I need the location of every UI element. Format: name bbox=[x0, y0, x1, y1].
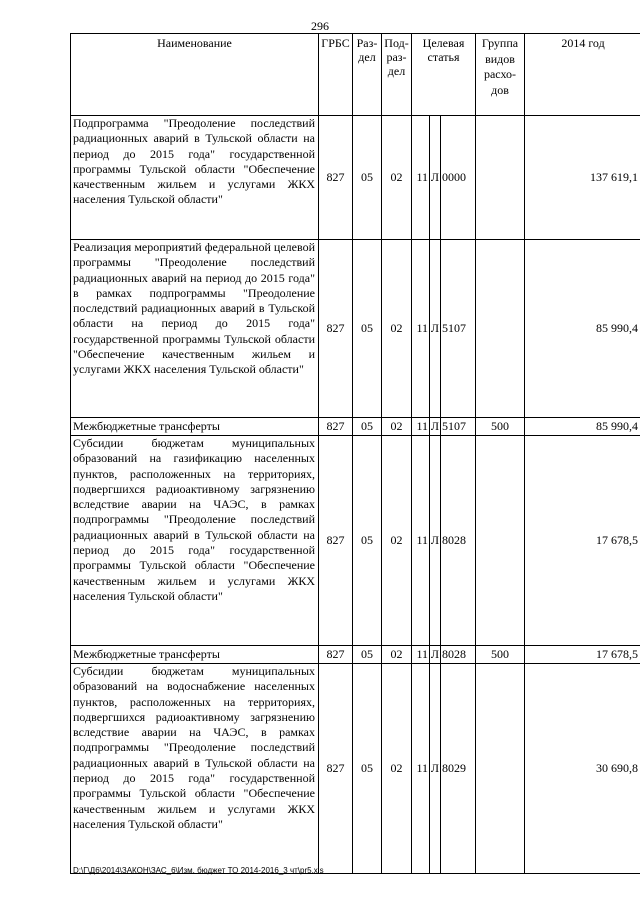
row-razdel: 05 bbox=[353, 664, 382, 874]
file-path-footer: D:\Г\Д6\2014\ЗАКОН\ЗАС_6\Изм. бюджет ТО 2014-2016_3 чт\pr5.xls bbox=[73, 866, 324, 875]
table-row bbox=[71, 664, 640, 874]
row-cs1: 11 bbox=[412, 240, 430, 418]
page-number: 296 bbox=[311, 19, 329, 33]
row-amount: 85 990,4 bbox=[525, 418, 640, 436]
row-cs1: 11 bbox=[412, 418, 430, 436]
row-podrazdel: 02 bbox=[382, 436, 412, 646]
row-cs2: Л bbox=[430, 436, 441, 646]
row-cs3: 5107 bbox=[441, 418, 476, 436]
table-row bbox=[71, 646, 640, 664]
row-group bbox=[476, 436, 525, 646]
row-cs1: 11 bbox=[412, 116, 430, 240]
row-cs3: 8028 bbox=[441, 436, 476, 646]
row-cs3: 0000 bbox=[441, 116, 476, 240]
row-grbs: 827 bbox=[319, 116, 353, 240]
row-name: Межбюджетные трансферты bbox=[71, 646, 319, 664]
header-year: 2014 год bbox=[525, 34, 640, 116]
row-amount: 137 619,1 bbox=[525, 116, 640, 240]
row-podrazdel: 02 bbox=[382, 646, 412, 664]
row-grbs: 827 bbox=[319, 240, 353, 418]
row-amount: 17 678,5 bbox=[525, 436, 640, 646]
header-grbs: ГРБС bbox=[319, 34, 353, 116]
row-name: Подпрограмма "Преодоление последствий радиационных аварий в Тульской области на период до 2015 года" государственной программы Тульской области "Обеспечение качественным жильем и услугами ЖКХ населения Тульской области" bbox=[71, 116, 319, 240]
header-name: Наименование bbox=[71, 34, 319, 116]
header-podrazdel: Под- раз- дел bbox=[382, 34, 412, 116]
row-name: Субсидии бюджетам муниципальных образований на водоснабжение населенных пунктов, расположенных на территориях, подвергшихся радиоактивному загрязнению вследствие аварии на ЧАЭС, в рамках подпрограммы "Преодоление последствий радиационных аварий в Тульской области на период до 2015 года" государственной программы Тульской области "Обеспечение качественным жильем и услугами ЖКХ населения Тульской области" bbox=[71, 664, 319, 874]
row-group bbox=[476, 240, 525, 418]
row-cs2: Л bbox=[430, 418, 441, 436]
row-cs3: 5107 bbox=[441, 240, 476, 418]
row-cs2: Л bbox=[430, 664, 441, 874]
row-razdel: 05 bbox=[353, 240, 382, 418]
table-header bbox=[71, 34, 640, 116]
row-cs2: Л bbox=[430, 116, 441, 240]
table-row bbox=[71, 240, 640, 418]
row-podrazdel: 02 bbox=[382, 116, 412, 240]
budget-table bbox=[70, 33, 640, 874]
table-row bbox=[71, 436, 640, 646]
row-cs2: Л bbox=[430, 646, 441, 664]
row-name: Реализация мероприятий федеральной целевой программы "Преодоление последствий радиационных аварий на период до 2015 года" в рамках подпрограммы "Преодоление последствий радиационных аварий в Тульской области на период до 2015 года" государственной программы Тульской области "Обеспечение качественным жильем и услугами ЖКХ населения Тульской области" bbox=[71, 240, 319, 418]
row-razdel: 05 bbox=[353, 646, 382, 664]
table-row bbox=[71, 418, 640, 436]
header-razdel: Раз- дел bbox=[353, 34, 382, 116]
row-group: 500 bbox=[476, 646, 525, 664]
row-podrazdel: 02 bbox=[382, 664, 412, 874]
row-cs1: 11 bbox=[412, 646, 430, 664]
row-podrazdel: 02 bbox=[382, 240, 412, 418]
row-amount: 85 990,4 bbox=[525, 240, 640, 418]
row-cs2: Л bbox=[430, 240, 441, 418]
row-group bbox=[476, 664, 525, 874]
row-razdel: 05 bbox=[353, 116, 382, 240]
row-cs1: 11 bbox=[412, 664, 430, 874]
row-cs3: 8029 bbox=[441, 664, 476, 874]
row-grbs: 827 bbox=[319, 664, 353, 874]
row-name: Межбюджетные трансферты bbox=[71, 418, 319, 436]
row-grbs: 827 bbox=[319, 436, 353, 646]
table-row bbox=[71, 116, 640, 240]
row-podrazdel: 02 bbox=[382, 418, 412, 436]
row-amount: 17 678,5 bbox=[525, 646, 640, 664]
header-target: Целевая статья bbox=[412, 34, 476, 116]
row-group bbox=[476, 116, 525, 240]
row-amount: 30 690,8 bbox=[525, 664, 640, 874]
row-grbs: 827 bbox=[319, 646, 353, 664]
row-razdel: 05 bbox=[353, 418, 382, 436]
row-name: Субсидии бюджетам муниципальных образований на газификацию населенных пунктов, расположенных на территориях, подвергшихся радиоактивному загрязнению вследствие аварии на ЧАЭС, в рамках подпрограммы "Преодоление последствий радиационных аварий в Тульской области на период до 2015 года" государственной программы Тульской области "Обеспечение качественным жильем и услугами ЖКХ населения Тульской области" bbox=[71, 436, 319, 646]
row-grbs: 827 bbox=[319, 418, 353, 436]
row-razdel: 05 bbox=[353, 436, 382, 646]
row-cs1: 11 bbox=[412, 436, 430, 646]
header-group: Группа видов расхо- дов bbox=[476, 34, 525, 116]
row-group: 500 bbox=[476, 418, 525, 436]
row-cs3: 8028 bbox=[441, 646, 476, 664]
